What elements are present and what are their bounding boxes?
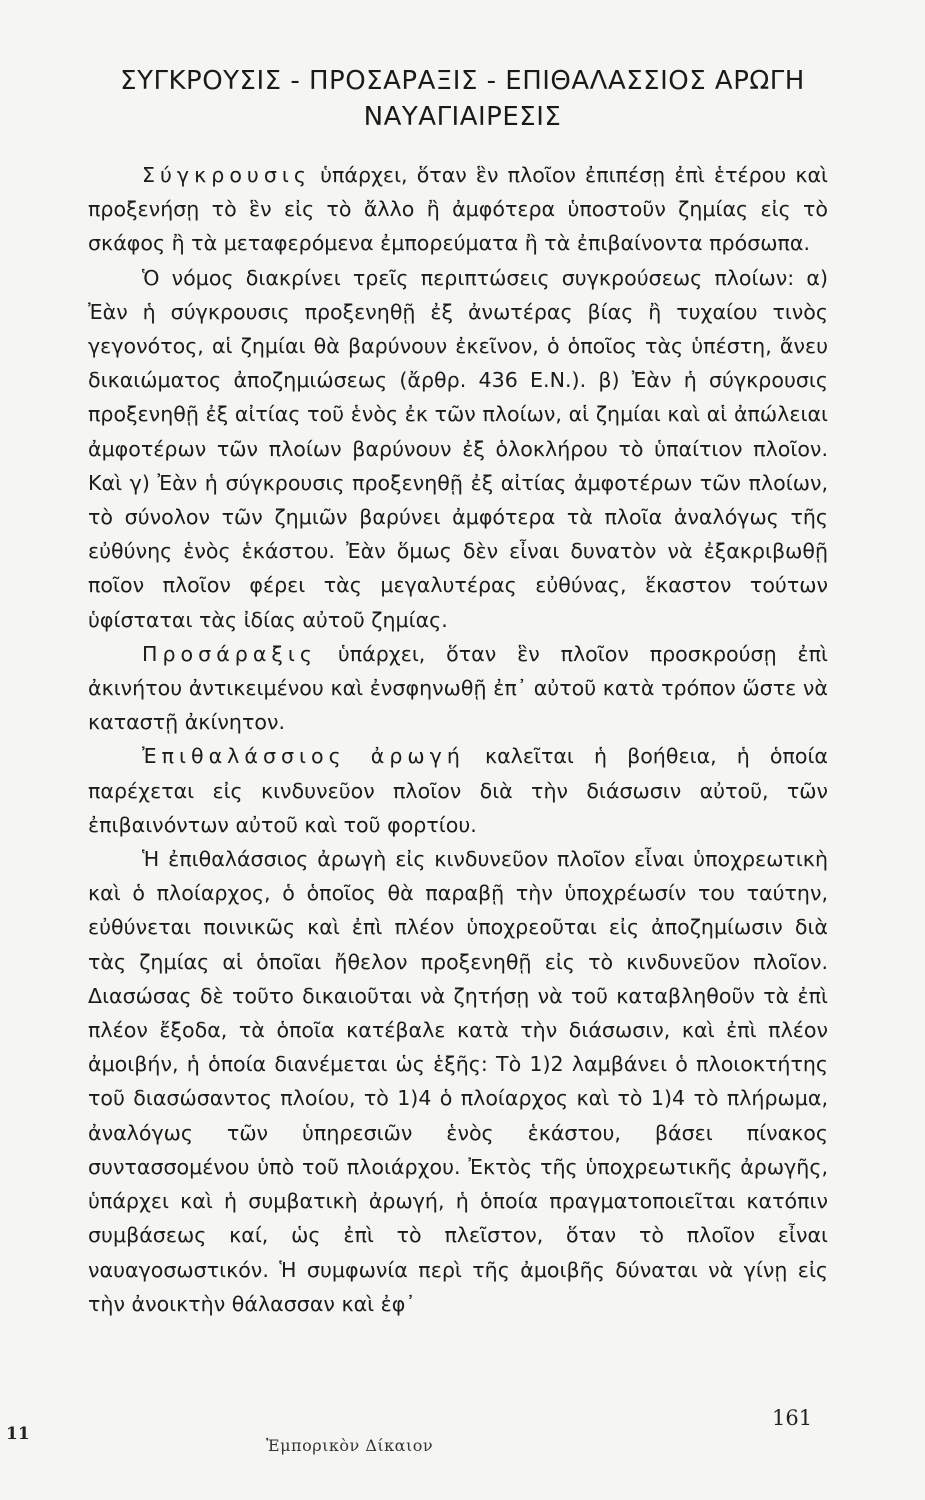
paragraph-salvage-text: καλεῖται ἡ βοήθεια, ἡ ὁποία παρέχεται εἰς κινδυνεῦον πλοῖον διὰ τὴν διάσωσιν αὐτοῦ, τῶν ἐπιβαινόντων αὐτοῦ καὶ τοῦ φορτίου.: [88, 744, 828, 837]
body-text: [88, 158, 828, 1321]
term-collision: Σύγκρουσις: [142, 163, 311, 187]
book-title: Ἐμπορικὸν Δίκαιον: [266, 1436, 434, 1455]
paragraph-salvage: [88, 739, 828, 842]
paragraph-law-cases: [88, 261, 828, 637]
page-title-line-2: ΝΑΥΑΓΙΑΙΡΕΣΙΣ: [363, 102, 562, 132]
page-title-line-1: ΣΥΓΚΡΟΥΣΙΣ - ΠΡΟΣΑΡΑΞΙΣ - ΕΠΙΘΑΛΑΣΣΙΟΣ ΑΡΩΓΗ: [120, 66, 805, 96]
signature-mark: 11: [6, 1424, 30, 1444]
term-salvage: Ἐπιθαλάσσιος ἀρωγή: [142, 744, 465, 769]
paragraph-salvage-obligation: [88, 842, 828, 1321]
paragraph-salvage-obligation-text: Ἡ ἐπιθαλάσσιος ἀρωγὴ εἰς κινδυνεῦον πλοῖον εἶναι ὑποχρεωτικὴ καὶ ὁ πλοίαρχος, ὁ ὁποῖος θὰ παραβῇ τὴν ὑποχρέωσίν του ταύτην, εὐθύνεται ποινικῶς καὶ ἐπὶ πλέον ὑποχρεοῦται εἰς ἀποζημίωσιν διὰ τὰς ζημίας αἱ ὁποῖαι ἤθελον προξενηθῇ εἰς τὸ κινδυνεῦον πλοῖον. Διασώσας δὲ τοῦτο δικαιοῦται νὰ ζητήσῃ νὰ τοῦ καταβληθοῦν τὰ ἐπὶ πλέον ἔξοδα, τὰ ὁποῖα κατέβαλε κατὰ τὴν διάσωσιν, καὶ ἐπὶ πλέον ἀμοιβήν, ἡ ὁποία διανέμεται ὡς ἑξῆς: Τὸ 1)2 λαμβάνει ὁ πλοιοκτήτης τοῦ διασώσαντος πλοίου, τὸ 1)4 ὁ πλοίαρχος καὶ τὸ 1)4 τὸ πλήρωμα, ἀναλόγως τῶν ὑπηρεσιῶν ἑνὸς ἑκάστου, βάσει πίνακος συντασσομένου ὑπὸ τοῦ πλοιάρχου. Ἐκτὸς τῆς ὑποχρεωτικῆς ἀρωγῆς, ὑπάρχει καὶ ἡ συμβατικὴ ἀρωγή, ἡ ὁποία πραγματοποιεῖται κατόπιν συμβάσεως καί, ὡς ἐπὶ τὸ πλεῖστον, ὅταν τὸ πλοῖον εἶναι ναυαγοσωστικόν. Ἡ συμφωνία περὶ τῆς ἀμοιβῆς δύναται νὰ γίνῃ εἰς τὴν ἀνοικτὴν θάλασσαν καὶ ἐφ᾽: [88, 847, 828, 1316]
paragraph-collision: [88, 158, 828, 261]
paragraph-collision-text: ὑπάρχει, ὅταν ἓν πλοῖον ἐπιπέσῃ ἐπὶ ἑτέρου καὶ προξενήσῃ τὸ ἓν εἰς τὸ ἄλλο ἢ ἀμφότερα ὑποστοῦν ζημίας εἰς τὸ σκάφος ἢ τὰ μεταφερόμενα ἐμπορεύματα ἢ τὰ ἐπιβαίνοντα πρόσωπα.: [88, 163, 828, 256]
paragraph-stranding: [88, 637, 828, 740]
term-stranding: Προσάραξις: [142, 641, 317, 666]
paragraph-law-cases-text: Ὁ νόμος διακρίνει τρεῖς περιπτώσεις συγκρούσεως πλοίων: α) Ἐὰν ἡ σύγκρουσις προξενηθῇ ἐξ ἀνωτέρας βίας ἢ τυχαίου τινὸς γεγονότος, αἱ ζημίαι θὰ βαρύνουν ἐκεῖνον, ὁ ὁποῖος τὰς ὑπέστη, ἄνευ δικαιώματος ἀποζημιώσεως (ἄρθρ. 436 Ε.Ν.). β) Ἐὰν ἡ σύγκρουσις προξενηθῇ ἐξ αἰτίας τοῦ ἑνὸς ἐκ τῶν πλοίων, αἱ ζημίαι καὶ αἱ ἀπώλειαι ἀμφοτέρων τῶν πλοίων βαρύνουν ἐξ ὁλοκλήρου τὸ ὑπαίτιον πλοῖον. Καὶ γ) Ἐὰν ἡ σύγκρουσις προξενηθῇ ἐξ αἰτίας ἀμφοτέρων τῶν πλοίων, τὸ σύνολον τῶν ζημιῶν βαρύνει ἀμφότερα τὰ πλοῖα ἀναλόγως τῆς εὐθύνης ἑνὸς ἑκάστου. Ἐὰν ὅμως δὲν εἶναι δυνατὸν νὰ ἐξακριβωθῇ ποῖον πλοῖον φέρει τὰς μεγαλυτέρας εὐθύνας, ἕκαστον τούτων ὑφίσταται τὰς ἰδίας αὐτοῦ ζημίας.: [88, 265, 828, 632]
paragraph-stranding-text: ὑπάρχει, ὅταν ἓν πλοῖον προσκρούσῃ ἐπὶ ἀκινήτου ἀντικειμένου καὶ ἐνσφηνωθῇ ἐπ᾽ αὐτοῦ κατὰ τρόπον ὥστε νὰ καταστῇ ἀκίνητον.: [88, 641, 828, 735]
page-number: 161: [772, 1406, 813, 1430]
